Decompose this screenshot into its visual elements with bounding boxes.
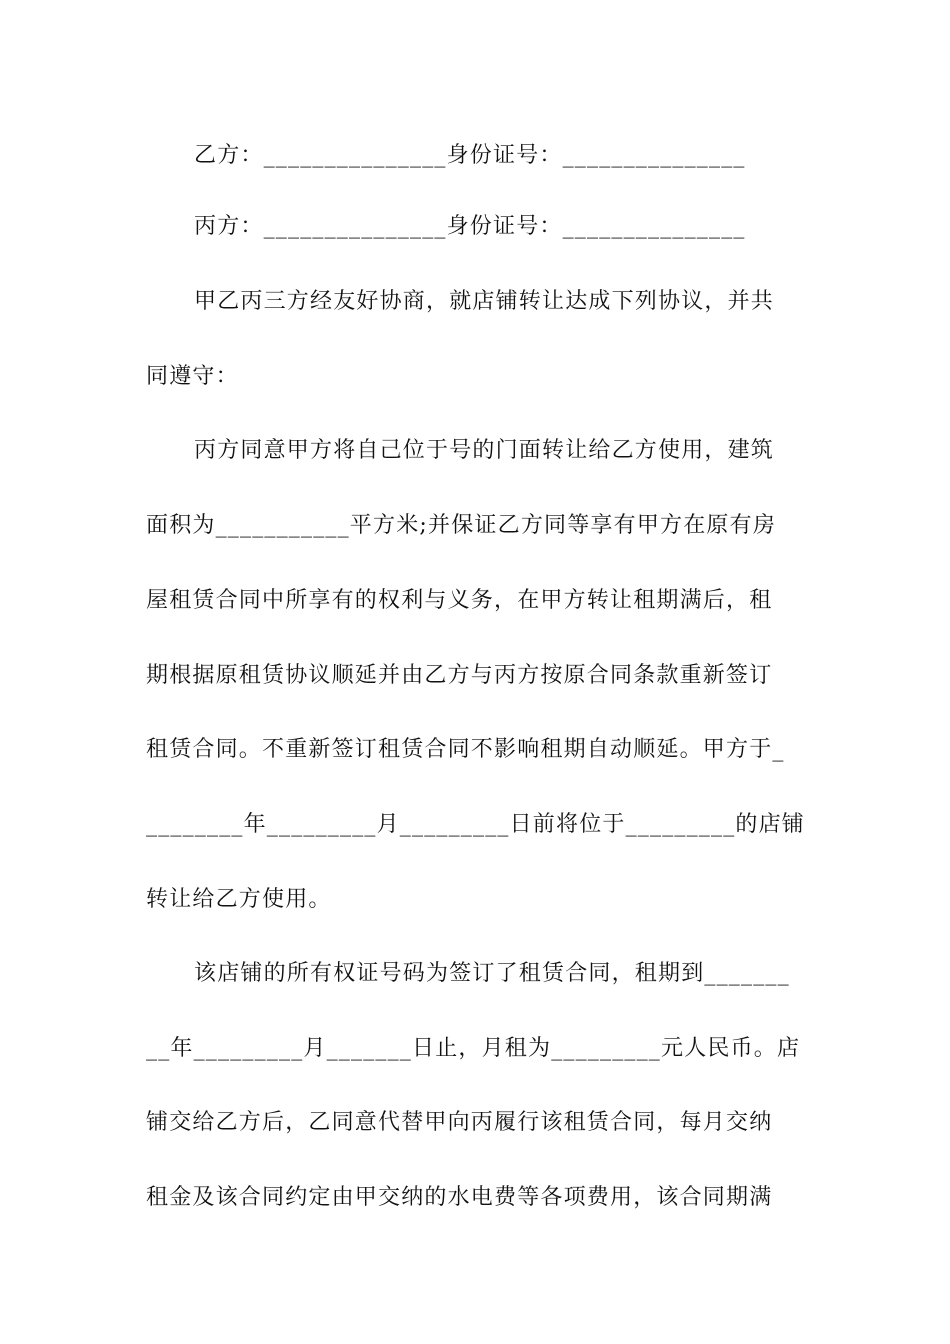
paragraph-line: 面积为___________平方米;并保证乙方同等享有甲方在原有房: [146, 513, 777, 538]
paragraph-line: 租金及该合同约定由甲交纳的水电费等各项费用，该合同期满: [146, 1185, 773, 1210]
paragraph-line: 同遵守：: [146, 364, 239, 389]
paragraph-line: 屋租赁合同中所享有的权利与义务，在甲方转让租期满后，租: [146, 588, 773, 613]
paragraph-line: 该店铺的所有权证号码为签订了租赁合同，租期到_______: [194, 961, 790, 986]
paragraph-line: ________年_________月_________日前将位于_________的店铺: [146, 812, 806, 837]
paragraph-line: 铺交给乙方后，乙同意代替甲向丙履行该租赁合同，每月交纳: [146, 1110, 773, 1135]
paragraph-line: 转让给乙方使用。: [146, 887, 332, 912]
party-b-line: 乙方：_______________身份证号：_______________: [194, 143, 746, 168]
paragraph-line: 租赁合同。不重新签订租赁合同不影响租期自动顺延。甲方于_: [146, 737, 785, 762]
paragraph-line: 期根据原租赁协议顺延并由乙方与丙方按原合同条款重新签订: [146, 663, 773, 688]
paragraph-line: 丙方同意甲方将自己位于号的门面转让给乙方使用，建筑: [194, 438, 775, 463]
party-c-line: 丙方：_______________身份证号：_______________: [194, 214, 746, 239]
paragraph-line: 甲乙丙三方经友好协商，就店铺转让达成下列协议，并共: [194, 289, 775, 314]
paragraph-line: __年_________月_______日止，月租为_________元人民币。店: [146, 1036, 801, 1061]
